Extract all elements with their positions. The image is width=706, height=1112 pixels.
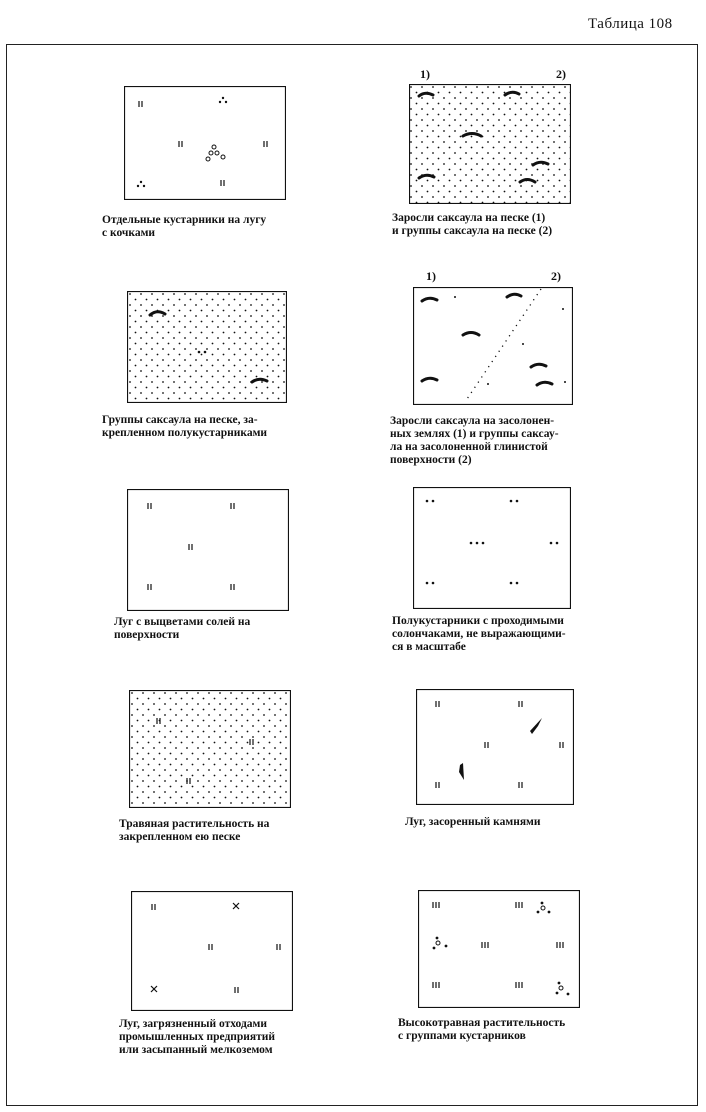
- legend-symbol-saxaul-sand: [409, 84, 571, 204]
- legend-symbol-meadow-polluted: [131, 891, 293, 1011]
- legend-symbol-semishrubs-solonchak: [413, 487, 571, 609]
- legend-symbol-tallgrass-shrubs: [418, 890, 580, 1008]
- legend-label: Высокотравная растительность с группами кустарников: [398, 1017, 566, 1042]
- marker-1: 1): [420, 67, 430, 81]
- marker-1: 1): [426, 269, 436, 283]
- legend-label: Полукустарники с проходимыми солончаками, не выражающими- ся в масштабе: [392, 615, 566, 653]
- legend-symbol-meadow-salt: [127, 489, 289, 611]
- legend-symbol-grass-sand: [129, 690, 291, 808]
- legend-label: Луг, загрязненный отходами промышленных предприятий или засыпанный мелкоземом: [119, 1018, 276, 1056]
- legend-symbol-shrubs-meadow: [124, 86, 286, 200]
- marker-2: 2): [551, 269, 561, 283]
- table-frame: [6, 44, 698, 1106]
- legend-label: Отдельные кустарники на лугу с кочками: [102, 214, 267, 239]
- legend-label: Луг, засоренный камнями: [405, 816, 541, 828]
- legend-symbol-meadow-stones: [416, 689, 574, 805]
- legend-label: Заросли саксаула на песке (1) и группы саксаула на песке (2): [392, 212, 553, 237]
- legend-label: Группы саксаула на песке, за- крепленном полукустарниками: [102, 414, 268, 439]
- legend-label: Заросли саксаула на засолонен- ных землях (1) и группы саксау- ла на засолоненной глинистой поверхности (2): [390, 415, 559, 466]
- legend-symbol-saxaul-saline: [413, 287, 573, 405]
- page-title: Таблица 108: [588, 16, 673, 32]
- legend-label: Травяная растительность на закрепленном ею песке: [119, 818, 270, 843]
- legend-symbol-saxaul-fixed-sand: [127, 291, 287, 403]
- legend-label: Луг с выцветами солей на поверхности: [114, 616, 251, 641]
- marker-2: 2): [556, 67, 566, 81]
